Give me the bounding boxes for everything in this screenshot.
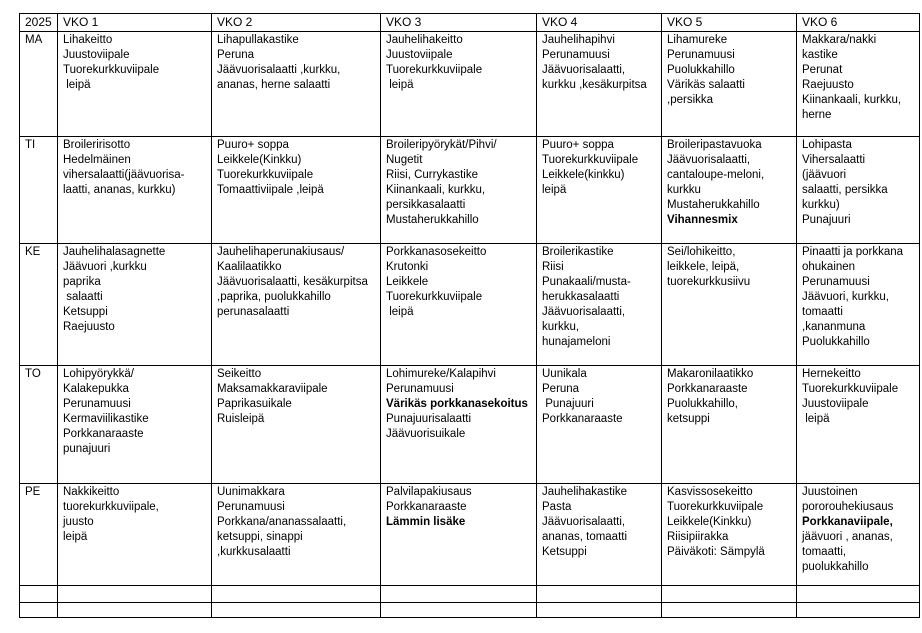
menu-item-line: Porkkana/ananassalaatti, xyxy=(217,516,347,528)
menu-item-line: Leikkele(Kinkku) xyxy=(217,154,302,166)
menu-item-line: Jäävuorisalaatti ,kurkku, xyxy=(217,64,341,76)
menu-item-line: leipä xyxy=(63,531,88,543)
menu-cell xyxy=(381,244,537,366)
menu-item-line: Riisi, Currykastike xyxy=(386,169,479,181)
menu-cell xyxy=(662,484,797,586)
menu-cell xyxy=(381,137,537,244)
empty-row xyxy=(20,586,920,603)
menu-item-line: salaatti xyxy=(63,291,103,303)
menu-item-line: ,kurkkusalaatti xyxy=(217,546,291,558)
menu-item-line: Perunat xyxy=(802,64,843,76)
menu-item-line: Raejuusto xyxy=(802,79,854,91)
menu-item-line: Lämmin lisäke xyxy=(386,516,466,528)
menu-item-line: ,kananmuna xyxy=(802,321,866,333)
menu-item-line: Paprikasuikale xyxy=(217,398,292,410)
menu-item-line: Tomaattiviipale ,leipä xyxy=(217,184,324,196)
menu-item-line: kurkku ,kesäkurpitsa xyxy=(542,79,647,91)
menu-item-line: Jäävuorisalaatti, xyxy=(542,516,626,528)
menu-item-line: Krutonki xyxy=(386,261,429,273)
menu-item-line: leikkele, leipä, xyxy=(667,261,740,273)
menu-item-line: Kaalilaatikko xyxy=(217,261,282,273)
menu-item-line: ananas, herne salaatti xyxy=(217,79,331,91)
menu-item-line: Broileripyörykät/Pihvi/ xyxy=(386,139,497,151)
menu-item-line: Porkkanaraaste xyxy=(63,428,144,440)
day-label: MA xyxy=(20,32,58,137)
empty-cell xyxy=(20,586,58,603)
menu-item-line: Värikäs porkkanasekoitus xyxy=(386,398,528,410)
menu-item-line: Vihersalaatti xyxy=(802,154,866,166)
menu-item-line: Broileririsotto xyxy=(63,139,131,151)
menu-item-line: Lihakeitto xyxy=(63,34,113,46)
menu-item-line: Tuorekurkkuviipale xyxy=(63,64,160,76)
menu-item-line: Ketsuppi xyxy=(63,306,108,318)
empty-cell xyxy=(537,603,662,618)
menu-item-line: Porkkanaraaste xyxy=(667,383,748,395)
menu-item-line: Tuorekurkkuviipale xyxy=(542,154,639,166)
menu-item-line: Kermaviilikastike xyxy=(63,413,149,425)
day-label: PE xyxy=(20,484,58,586)
empty-cell xyxy=(381,586,537,603)
menu-item-line: leipä xyxy=(63,79,91,91)
menu-item-line: puolukkahillo xyxy=(802,561,869,573)
menu-cell xyxy=(537,366,662,484)
menu-item-line: Tuorekurkkuviipale xyxy=(667,501,764,513)
menu-item-line: Perunamuusi xyxy=(667,49,735,61)
menu-cell xyxy=(212,366,381,484)
menu-item-line: tomaatti, xyxy=(802,546,847,558)
menu-item-line: ,paprika, puolukkahillo xyxy=(217,291,331,303)
empty-cell xyxy=(381,603,537,618)
menu-item-line: tuorekurkkuviipale, xyxy=(63,501,159,513)
menu-item-line: Jäävuori, kurkku, xyxy=(802,291,889,303)
menu-item-line: Värikäs salaatti xyxy=(667,79,745,91)
menu-item-line: Tuorekurkkuviipale xyxy=(386,64,483,76)
menu-item-line: Puuro+ soppa xyxy=(217,139,289,151)
menu-item-line: Jäävuorisalaatti, xyxy=(667,154,751,166)
empty-cell xyxy=(662,603,797,618)
menu-cell xyxy=(58,32,212,137)
menu-item-line: ketsuppi, sinappi xyxy=(217,531,303,543)
week-header-5: VKO 5 xyxy=(662,14,797,32)
menu-row-ma xyxy=(20,32,920,137)
menu-item-line: herukkasalaatti xyxy=(542,291,620,303)
menu-item-line: leipä xyxy=(386,79,414,91)
menu-item-line: Perunamuusi xyxy=(386,383,454,395)
menu-cell xyxy=(797,484,920,586)
menu-cell xyxy=(212,32,381,137)
menu-cell xyxy=(797,32,920,137)
menu-item-line: leipä xyxy=(802,413,830,425)
menu-item-line: Tuorekurkkuviipale xyxy=(802,383,899,395)
year-header: 2025 xyxy=(20,14,58,32)
menu-item-line: Maksamakkaraviipale xyxy=(217,383,328,395)
menu-item-line: Sei/lohikeitto, xyxy=(667,246,736,258)
menu-item-line: Riisipiirakka xyxy=(667,531,729,543)
menu-item-line: punajuuri xyxy=(63,443,111,455)
empty-cell xyxy=(662,586,797,603)
menu-item-line: kastike xyxy=(802,49,838,61)
menu-item-line: Jäävuorisalaatti, xyxy=(542,306,626,318)
menu-item-line: Porkkanaraaste xyxy=(386,501,467,513)
menu-item-line: Lihamureke xyxy=(667,34,728,46)
menu-item-line: Tuorekurkkuviipale xyxy=(386,291,483,303)
menu-item-line: Broileripastavuoka xyxy=(667,139,762,151)
week-header-1: VKO 1 xyxy=(58,14,212,32)
empty-cell xyxy=(212,586,381,603)
menu-cell xyxy=(797,137,920,244)
menu-item-line: Pasta xyxy=(542,501,572,513)
menu-item-line: juusto xyxy=(63,516,94,528)
menu-item-line: paprika xyxy=(63,276,101,288)
menu-item-line: Puuro+ soppa xyxy=(542,139,614,151)
menu-item-line: Lohipyörykkä/ xyxy=(63,368,134,380)
menu-item-line: Makaronilaatikko xyxy=(667,368,754,380)
empty-cell xyxy=(58,603,212,618)
menu-item-line: Perunamuusi xyxy=(802,276,870,288)
menu-row-pe xyxy=(20,484,920,586)
menu-item-line: jäävuori , ananas, xyxy=(802,531,893,543)
menu-table-body xyxy=(20,32,920,618)
menu-item-line: kurkku) xyxy=(802,199,840,211)
menu-item-line: Jäävuorisalaatti, xyxy=(542,64,626,76)
menu-item-line: Perunamuusi xyxy=(542,49,610,61)
menu-cell xyxy=(381,32,537,137)
menu-item-line: Perunamuusi xyxy=(63,398,131,410)
menu-item-line: pororouhekiusaus xyxy=(802,501,894,513)
menu-item-line: Jauhelihapihvi xyxy=(542,34,615,46)
menu-cell xyxy=(212,244,381,366)
menu-item-line: Lohipasta xyxy=(802,139,852,151)
menu-item-line: Vihannesmix xyxy=(667,214,738,226)
menu-item-line: Broilerikastike xyxy=(542,246,614,258)
menu-cell xyxy=(58,484,212,586)
menu-item-line: Lohimureke/Kalapihvi xyxy=(386,368,496,380)
menu-item-line: (jäävuori xyxy=(802,169,847,181)
menu-item-line: Hedelmäinen xyxy=(63,154,131,166)
menu-item-line: Porkkanaviipale, xyxy=(802,516,893,528)
menu-item-line: Kasvissosekeitto xyxy=(667,486,753,498)
menu-item-line: persikkasalaatti xyxy=(386,199,466,211)
menu-item-line: Leikkele xyxy=(386,276,429,288)
day-label: KE xyxy=(20,244,58,366)
menu-item-line: Leikkele(kinkku) xyxy=(542,169,625,181)
menu-table xyxy=(19,13,920,618)
menu-item-line: Ketsuppi xyxy=(542,546,587,558)
menu-item-line: Punakaali/musta- xyxy=(542,276,631,288)
empty-cell xyxy=(58,586,212,603)
menu-item-line: Puolukkahillo xyxy=(667,64,735,76)
menu-cell xyxy=(212,484,381,586)
menu-cell xyxy=(662,366,797,484)
menu-item-line: Jauhelihakastike xyxy=(542,486,628,498)
menu-item-line: hunajameloni xyxy=(542,336,611,348)
menu-row-ti xyxy=(20,137,920,244)
week-header-3: VKO 3 xyxy=(381,14,537,32)
menu-item-line: kurkku, xyxy=(542,321,580,333)
menu-cell xyxy=(662,137,797,244)
menu-item-line: Mustaherukkahillo xyxy=(386,214,479,226)
menu-item-line: Porkkanasosekeitto xyxy=(386,246,487,258)
day-label: TO xyxy=(20,366,58,484)
menu-item-line: Juustoinen xyxy=(802,486,858,498)
menu-cell xyxy=(58,244,212,366)
menu-item-line: salaatti, persikka xyxy=(802,184,888,196)
menu-item-line: Jäävuorisalaatti, kesäkurpitsa xyxy=(217,276,368,288)
empty-cell xyxy=(20,603,58,618)
menu-item-line: leipä xyxy=(542,184,567,196)
menu-item-line: Mustaherukkahillo xyxy=(667,199,760,211)
menu-item-line: Uunikala xyxy=(542,368,587,380)
empty-cell xyxy=(797,603,920,618)
menu-item-line: Puolukkahillo, xyxy=(667,398,738,410)
day-label: TI xyxy=(20,137,58,244)
menu-item-line: laatti, ananas, kurkku) xyxy=(63,184,176,196)
header-row xyxy=(20,14,920,32)
menu-row-ke xyxy=(20,244,920,366)
menu-cell xyxy=(537,32,662,137)
menu-cell xyxy=(537,484,662,586)
menu-item-line: Ruisleipä xyxy=(217,413,265,425)
menu-item-line: Hernekeitto xyxy=(802,368,861,380)
menu-cell xyxy=(537,137,662,244)
menu-item-line: Raejuusto xyxy=(63,321,115,333)
menu-item-line: Jauhelihalasagnette xyxy=(63,246,166,258)
menu-item-line: ketsuppi xyxy=(667,413,710,425)
menu-item-line: vihersalaatti(jäävuorisa- xyxy=(63,169,185,181)
menu-item-line: Kiinankaali, kurkku, xyxy=(802,94,902,106)
week-header-2: VKO 2 xyxy=(212,14,381,32)
menu-cell xyxy=(381,484,537,586)
menu-item-line: Puolukkahillo xyxy=(802,336,870,348)
week-header-6: VKO 6 xyxy=(797,14,920,32)
menu-row-to xyxy=(20,366,920,484)
menu-item-line: Peruna xyxy=(542,383,580,395)
menu-cell xyxy=(58,137,212,244)
menu-cell xyxy=(797,244,920,366)
menu-item-line: Uunimakkara xyxy=(217,486,285,498)
empty-row xyxy=(20,603,920,618)
menu-item-line: kurkku xyxy=(667,184,701,196)
menu-cell xyxy=(537,244,662,366)
menu-item-line: ananas, tomaatti xyxy=(542,531,628,543)
menu-item-line: Punajuuri xyxy=(802,214,851,226)
menu-item-line: Seikeitto xyxy=(217,368,262,380)
menu-item-line: Perunamuusi xyxy=(217,501,285,513)
menu-item-line: Juustoviipale xyxy=(386,49,453,61)
menu-item-line: ,persikka xyxy=(667,94,714,106)
empty-cell xyxy=(537,586,662,603)
menu-item-line: Punajuurisalaatti xyxy=(386,413,472,425)
menu-item-line: cantaloupe-meloni, xyxy=(667,169,765,181)
menu-cell xyxy=(662,244,797,366)
menu-item-line: ohukainen xyxy=(802,261,856,273)
menu-item-line: Makkara/nakki xyxy=(802,34,877,46)
menu-cell xyxy=(58,366,212,484)
menu-item-line: Punajuuri xyxy=(542,398,594,410)
menu-item-line: perunasalaatti xyxy=(217,306,290,318)
menu-item-line: Pinaatti ja porkkana xyxy=(802,246,904,258)
menu-item-line: Leikkele(Kinkku) xyxy=(667,516,752,528)
week-header-4: VKO 4 xyxy=(537,14,662,32)
menu-item-line: herne xyxy=(802,109,832,121)
empty-cell xyxy=(797,586,920,603)
menu-cell xyxy=(662,32,797,137)
menu-item-line: Jäävuori ,kurkku xyxy=(63,261,147,273)
menu-item-line: Nugetit xyxy=(386,154,423,166)
menu-item-line: Porkkanaraaste xyxy=(542,413,623,425)
empty-cell xyxy=(212,603,381,618)
menu-item-line: Juustoviipale xyxy=(63,49,130,61)
menu-item-line: Jauhelihakeitto xyxy=(386,34,463,46)
menu-item-line: leipä xyxy=(386,306,414,318)
menu-item-line: Tuorekurkkuviipale xyxy=(217,169,314,181)
menu-cell xyxy=(797,366,920,484)
menu-item-line: Palvilapakiusaus xyxy=(386,486,472,498)
menu-cell xyxy=(381,366,537,484)
menu-item-line: Peruna xyxy=(217,49,255,61)
menu-item-line: Jauhelihaperunakiusaus/ xyxy=(217,246,345,258)
menu-item-line: Kalakepukka xyxy=(63,383,129,395)
menu-cell xyxy=(212,137,381,244)
menu-item-line: Riisi xyxy=(542,261,564,273)
menu-item-line: tomaatti xyxy=(802,306,843,318)
menu-item-line: Kiinankaali, kurkku, xyxy=(386,184,486,196)
menu-item-line: Nakkikeitto xyxy=(63,486,120,498)
menu-item-line: tuorekurkkusiivu xyxy=(667,276,751,288)
menu-item-line: Lihapullakastike xyxy=(217,34,299,46)
menu-item-line: Juustoviipale xyxy=(802,398,869,410)
menu-item-line: Päiväkoti: Sämpylä xyxy=(667,546,765,558)
menu-item-line: Jäävuorisuikale xyxy=(386,428,466,440)
